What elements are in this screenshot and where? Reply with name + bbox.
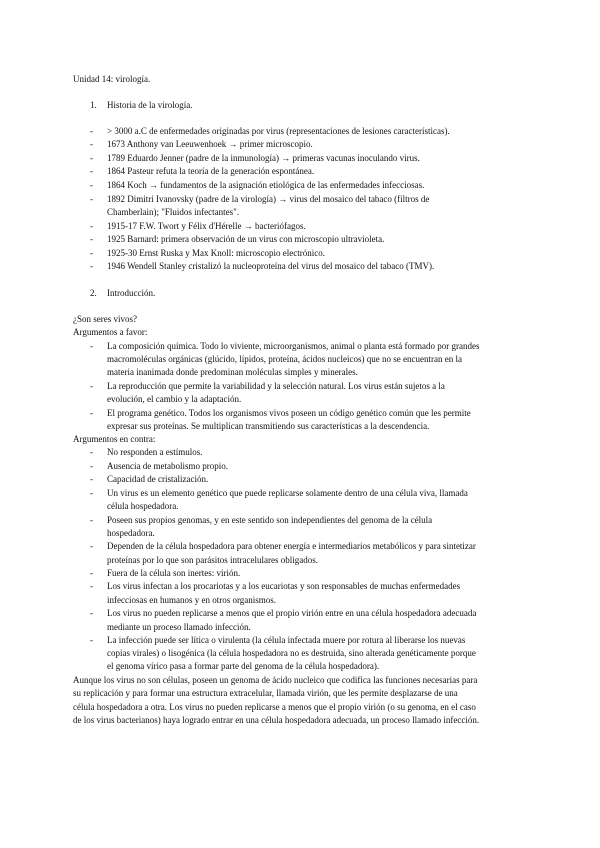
list-item: Los virus infectan a los procariotas y a los eucariotas y son responsables de muchas enfermedades — [107, 581, 461, 591]
bullet-dash: - — [90, 166, 93, 176]
bullet-dash: - — [90, 180, 93, 190]
list-item-continuation: evolución, el cambio y la adaptación. — [107, 394, 242, 404]
section-number: 2. — [90, 288, 97, 298]
list-item-continuation: proteínas por lo que son parásitos intracelulares obligados. — [107, 555, 318, 565]
bullet-dash: - — [90, 447, 93, 457]
list-item: Un virus es un elemento genético que puede replicarse solamente dentro de una célula viva, llamada — [107, 488, 468, 498]
bullet-dash: - — [90, 474, 93, 484]
list-item: 1925-30 Ernst Ruska y Max Knoll: microscopio electrónico. — [107, 248, 325, 258]
section-number: 1. — [90, 100, 97, 110]
list-item: 1915-17 F.W. Twort y Félix d'Hérelle → bacteriófagos. — [107, 221, 306, 231]
favor-label: Argumentos a favor: — [73, 327, 148, 337]
list-item: 1892 Dimitri Ivanovsky (padre de la virología) → virus del mosaico del tabaco (filtros de — [107, 194, 430, 204]
list-item-continuation: copias virales) o lisogénica (la célula hospedadora no es destruida, sino alterada genéticamente porque — [107, 648, 476, 658]
list-item: Ausencia de metabolismo propio. — [107, 461, 228, 471]
list-item: Fuera de la célula son inertes: virión. — [107, 568, 241, 578]
bullet-dash: - — [90, 381, 93, 391]
section-heading: Historia de la virología. — [107, 100, 193, 110]
bullet-dash: - — [90, 635, 93, 645]
list-item-continuation: célula hospedadora. — [107, 501, 179, 511]
list-item-continuation: macromoléculas orgánicas (glúcido, lípidos, proteína, ácidos nucleicos) que no se encuentran en la — [107, 354, 462, 364]
list-item: 1789 Eduardo Jenner (padre de la inmunología) → primeras vacunas inoculando virus. — [107, 153, 420, 163]
list-item: 1673 Anthony van Leeuwenhoek → primer microscopio. — [107, 139, 313, 149]
unit-title: Unidad 14: virología. — [73, 74, 151, 84]
conclusion-line: célula hospedadora a otra. Los virus no pueden replicarse a menos que el propio virión (o su genoma, en el caso — [73, 702, 476, 712]
question: ¿Son seres vivos? — [73, 314, 137, 324]
list-item: La reproducción que permite la variabilidad y la selección natural. Los virus están sujetos a la — [107, 381, 445, 391]
bullet-dash: - — [90, 126, 93, 136]
bullet-dash: - — [90, 234, 93, 244]
list-item: 1864 Koch → fundamentos de la asignación etiológica de las enfermedades infecciosas. — [107, 180, 425, 190]
bullet-dash: - — [90, 541, 93, 551]
list-item-continuation: Chamberlain); "Fluidos infectantes". — [107, 207, 240, 217]
bullet-dash: - — [90, 194, 93, 204]
list-item: Capacidad de cristalización. — [107, 474, 209, 484]
list-item: > 3000 a.C de enfermedades originadas por virus (representaciones de lesiones características). — [107, 126, 450, 136]
bullet-dash: - — [90, 221, 93, 231]
bullet-dash: - — [90, 408, 93, 418]
list-item: La infección puede ser lítica o virulenta (la célula infectada muere por rotura al liberarse los nuevas — [107, 635, 466, 645]
contra-label: Argumentos en contra: — [73, 434, 156, 444]
list-item: La composición química. Todo lo viviente, microorganismos, animal o planta está formado por grandes — [107, 341, 480, 351]
bullet-dash: - — [90, 341, 93, 351]
bullet-dash: - — [90, 261, 93, 271]
list-item-continuation: mediante un proceso llamado infección. — [107, 622, 251, 632]
list-item-continuation: infecciosas en humanos y en otros organismos. — [107, 595, 277, 605]
list-item-continuation: el genoma vírico pasa a formar parte del genoma de la célula hospedadora). — [107, 661, 380, 671]
list-item-continuation: materia inanimada donde predominan moléculas simples y minerales. — [107, 367, 358, 377]
bullet-dash: - — [90, 248, 93, 258]
bullet-dash: - — [90, 461, 93, 471]
bullet-dash: - — [90, 488, 93, 498]
conclusion-line: de los virus bacterianos) haya logrado entrar en una célula hospedadora adecuada, un proceso llamado infección. — [73, 715, 480, 725]
conclusion-line: Aunque los virus no son células, poseen un genoma de ácido nucleico que codifica las funciones necesarias para — [73, 675, 478, 685]
list-item-continuation: expresar sus proteínas. Se multiplican transmitiendo sus características a la descendencia. — [107, 421, 430, 431]
list-item: El programa genético. Todos los organismos vivos poseen un código genético común que les permite — [107, 408, 471, 418]
list-item-continuation: hospedadora. — [107, 528, 155, 538]
list-item: Dependen de la célula hospedadora para obtener energía e intermediarios metabólicos y para sintetizar — [107, 541, 476, 551]
bullet-dash: - — [90, 139, 93, 149]
section-heading: Introducción. — [107, 288, 156, 298]
bullet-dash: - — [90, 608, 93, 618]
bullet-dash: - — [90, 581, 93, 591]
list-item: No responden a estímulos. — [107, 447, 203, 457]
list-item: 1946 Wendell Stanley cristalizó la nucleoproteína del virus del mosaico del tabaco (TMV). — [107, 261, 435, 271]
list-item: 1864 Pasteur refuta la teoría de la generación espontánea. — [107, 166, 315, 176]
conclusion-line: su replicación y para formar una estructura extracelular, llamada virión, que les permite desplazarse de una — [73, 688, 458, 698]
list-item: Los virus no pueden replicarse a menos que el propio virión entre en una célula hospedadora adecuada — [107, 608, 477, 618]
list-item: Poseen sus propios genomas, y en este sentido son independientes del genoma de la célula — [107, 515, 433, 525]
bullet-dash: - — [90, 515, 93, 525]
bullet-dash: - — [90, 153, 93, 163]
bullet-dash: - — [90, 568, 93, 578]
list-item: 1925 Barnard: primera observación de un virus con microscopio ultravioleta. — [107, 234, 385, 244]
